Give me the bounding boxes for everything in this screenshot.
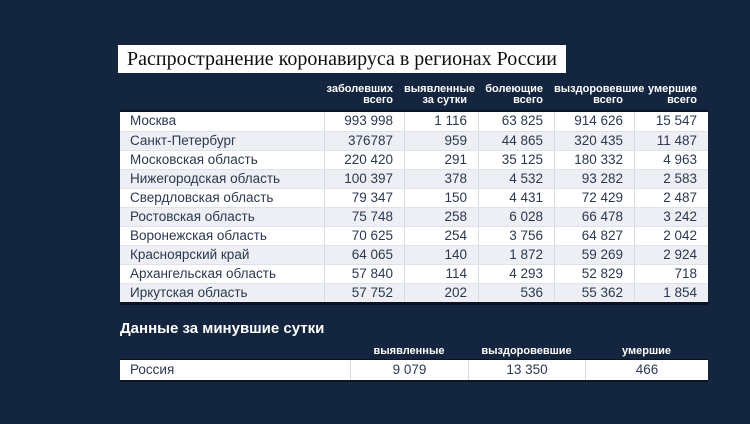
header-died-total: умершие всего: [648, 83, 697, 106]
table-row: Россия 9 079 13 350 466: [120, 360, 708, 380]
table-row: Архангельская область 57 840 114 4 293 52 829 718: [120, 264, 708, 283]
header-recovered-total: выздоровевшие всего: [554, 83, 645, 106]
header-daily-recovered: выздоровевшие: [481, 345, 572, 357]
table-row: Санкт-Петербург 376787 959 44 865 320 435 11 487: [120, 131, 708, 150]
region-name: Москва: [130, 113, 177, 128]
region-name: Красноярский край: [130, 247, 250, 262]
header-daily-died: умершие: [622, 345, 671, 357]
region-name: Свердловская область: [130, 190, 274, 205]
header-detected-per-day: выявленные за сутки: [404, 83, 475, 106]
region-name: Нижегородская область: [130, 171, 281, 186]
header-infected-total: заболевших всего: [326, 83, 393, 106]
country-name: Россия: [130, 362, 175, 377]
region-name: Воронежская область: [130, 228, 267, 243]
region-name: Московская область: [130, 152, 258, 167]
regions-table: [120, 110, 708, 305]
region-name: Иркутская область: [130, 285, 248, 300]
header-daily-detected: выявленные: [373, 345, 445, 357]
table-row: Нижегородская область 100 397 378 4 532 93 282 2 583: [120, 169, 708, 188]
regions-table-header: [120, 84, 708, 106]
table-row: Московская область 220 420 291 35 125 180 332 4 963: [120, 150, 708, 169]
table-row: Воронежская область 70 625 254 3 756 64 827 2 042: [120, 226, 708, 245]
table-row: Красноярский край 64 065 140 1 872 59 269 2 924: [120, 245, 708, 264]
table-row: Иркутская область 57 752 202 536 55 362 1 854: [120, 283, 708, 302]
region-name: Ростовская область: [130, 209, 255, 224]
region-name: Санкт-Петербург: [130, 133, 236, 148]
region-name: Архангельская область: [130, 266, 277, 281]
header-region: [120, 84, 324, 106]
header-ill-total: болеющие всего: [485, 83, 543, 106]
page-title: Распространение коронавируса в регионах России: [118, 45, 566, 73]
daily-section-heading: Данные за минувшие сутки: [120, 320, 325, 337]
table-row: Ростовская область 75 748 258 6 028 66 478 3 242: [120, 207, 708, 226]
table-row: Свердловская область 79 347 150 4 431 72 429 2 487: [120, 188, 708, 207]
table-row: Москва 993 998 1 116 63 825 914 626 15 547: [120, 112, 708, 131]
daily-table: [120, 359, 708, 382]
daily-table-header: [120, 345, 708, 357]
